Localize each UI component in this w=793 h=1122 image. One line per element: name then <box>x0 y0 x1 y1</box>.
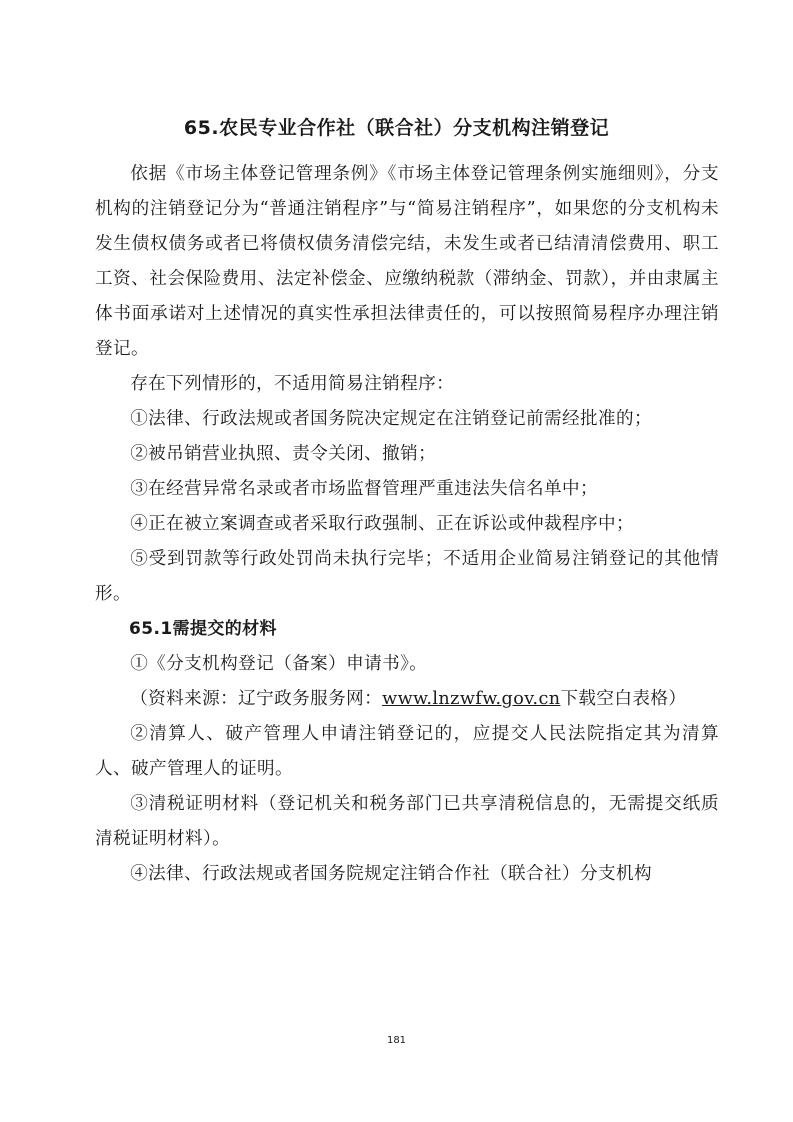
list-item: ③在经营异常名录或者市场监督管理严重违法失信名单中； <box>130 479 599 499</box>
document-body <box>95 157 719 892</box>
page-title: 65.农民专业合作社（联合社）分支机构注销登记 <box>183 117 610 139</box>
material-item: ③清税证明材料（登记机关和税务部门已共享清税信息的，无需提交纸质清税证明材料）。 <box>95 794 719 849</box>
section-heading: 65.1需提交的材料 <box>129 619 277 639</box>
list-item: ①法律、行政法规或者国务院决定规定在注销登记前需经批准的； <box>130 409 653 429</box>
source-note <box>95 682 719 717</box>
material-item: ①《分支机构登记（备案）申请书》。 <box>130 654 428 674</box>
source-suffix: 下载空白表格） <box>560 689 687 709</box>
source-prefix: （资料来源：辽宁政务服务网： <box>130 689 383 709</box>
source-link[interactable]: www.lnzwfw.gov.cn <box>382 689 561 709</box>
paragraph-legal-basis: 依据《市场主体登记管理条例》《市场主体登记管理条例实施细则》，分支机构的注销登记分为“普通注销程序”与“简易注销程序”，如果您的分支机构未发生债权债务或者已将债权债务清偿完结，未发生或者已结清清偿费用、职工工资、社会保险费用、法定补偿金、应缴纳税款（滞纳金、罚款），并由隶属主体书面承诺对上述情况的真实性承担法律责任的，可以按照简易程序办理注销登记。 <box>95 164 719 359</box>
page-number: 181 <box>386 1035 407 1046</box>
material-item: ④法律、行政法规或者国务院规定注销合作社（联合社）分支机构 <box>130 864 653 884</box>
list-item: ⑤受到罚款等行政处罚尚未执行完毕；不适用企业简易注销登记的其他情形。 <box>95 549 719 604</box>
list-item: ④正在被立案调查或者采取行政强制、正在诉讼或仲裁程序中； <box>130 514 635 534</box>
list-item: ②被吊销营业执照、责令关闭、撤销； <box>130 444 437 464</box>
material-item: ②清算人、破产管理人申请注销登记的，应提交人民法院指定其为清算人、破产管理人的证明。 <box>95 724 719 779</box>
paragraph-exclusions-intro: 存在下列情形的，不适用简易注销程序： <box>130 374 455 394</box>
